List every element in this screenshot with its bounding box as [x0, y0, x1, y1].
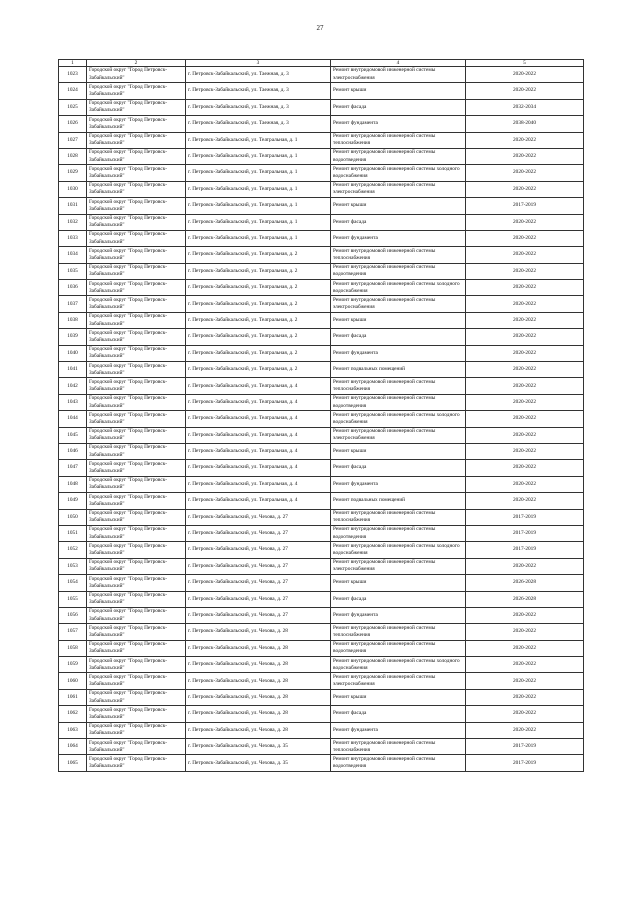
table-row	[59, 509, 584, 525]
period-cell: 2020-2022	[466, 329, 584, 345]
period-cell: 2017-2019	[466, 525, 584, 541]
address-cell: г. Петровск-Забайкальский, ул. Театральная, д. 1	[186, 132, 331, 148]
period-cell: 2017-2019	[466, 509, 584, 525]
row-number: 1050	[59, 509, 87, 525]
row-number: 1048	[59, 476, 87, 492]
period-cell: 2017-2019	[466, 755, 584, 771]
address-cell: г. Петровск-Забайкальский, ул. Чехова, д. 28	[186, 624, 331, 640]
work-type-cell: Ремонт внутридомовой инженерной системы теплоснабжения	[331, 739, 466, 755]
work-type-cell: Ремонт внутридомовой инженерной системы холодного водоснабжения	[331, 657, 466, 673]
address-cell: г. Петровск-Забайкальский, ул. Чехова, д. 28	[186, 706, 331, 722]
row-number: 1058	[59, 640, 87, 656]
work-type-cell: Ремонт внутридомовой инженерной системы холодного водоснабжения	[331, 280, 466, 296]
address-cell: г. Петровск-Забайкальский, ул. Театральная, д. 1	[186, 165, 331, 181]
period-cell: 2020-2022	[466, 165, 584, 181]
address-cell: г. Петровск-Забайкальский, ул. Театральная, д. 1	[186, 230, 331, 246]
table-row	[59, 525, 584, 541]
table-body	[59, 67, 584, 772]
row-number: 1041	[59, 362, 87, 378]
row-number: 1056	[59, 607, 87, 623]
period-cell: 2017-2019	[466, 542, 584, 558]
period-cell: 2020-2022	[466, 657, 584, 673]
period-cell: 2020-2022	[466, 689, 584, 705]
table-row	[59, 476, 584, 492]
address-cell: г. Петровск-Забайкальский, ул. Театральная, д. 4	[186, 460, 331, 476]
address-cell: г. Петровск-Забайкальский, ул. Театральная, д. 2	[186, 296, 331, 312]
work-type-cell: Ремонт внутридомовой инженерной системы электроснабжения	[331, 673, 466, 689]
table-row	[59, 132, 584, 148]
table-row	[59, 657, 584, 673]
row-number: 1039	[59, 329, 87, 345]
municipality-cell: Городской округ "Город Петровск-Забайкальский"	[87, 394, 186, 410]
row-number: 1064	[59, 739, 87, 755]
address-cell: г. Петровск-Забайкальский, ул. Театральная, д. 2	[186, 345, 331, 361]
table-row	[59, 345, 584, 361]
municipality-cell: Городской округ "Город Петровск-Забайкальский"	[87, 755, 186, 771]
work-type-cell: Ремонт внутридомовой инженерной системы электроснабжения	[331, 558, 466, 574]
municipality-cell: Городской округ "Город Петровск-Забайкальский"	[87, 362, 186, 378]
work-type-cell: Ремонт внутридомовой инженерной системы теплоснабжения	[331, 132, 466, 148]
municipality-cell: Городской округ "Город Петровск-Забайкальский"	[87, 67, 186, 83]
row-number: 1033	[59, 230, 87, 246]
period-cell: 2017-2019	[466, 198, 584, 214]
address-cell: г. Петровск-Забайкальский, ул. Театральная, д. 2	[186, 362, 331, 378]
table-row	[59, 362, 584, 378]
table-row	[59, 214, 584, 230]
period-cell: 2020-2022	[466, 280, 584, 296]
municipality-cell: Городской округ "Город Петровск-Забайкальский"	[87, 329, 186, 345]
work-type-cell: Ремонт крыши	[331, 689, 466, 705]
row-number: 1029	[59, 165, 87, 181]
municipality-cell: Городской округ "Город Петровск-Забайкальский"	[87, 673, 186, 689]
table-row	[59, 83, 584, 99]
address-cell: г. Петровск-Забайкальский, ул. Театральная, д. 2	[186, 329, 331, 345]
work-type-cell: Ремонт внутридомовой инженерной системы водоотведения	[331, 148, 466, 164]
municipality-cell: Городской округ "Город Петровск-Забайкальский"	[87, 460, 186, 476]
table-row	[59, 411, 584, 427]
address-cell: г. Петровск-Забайкальский, ул. Театральная, д. 4	[186, 493, 331, 509]
table-row	[59, 755, 584, 771]
period-cell: 2020-2022	[466, 148, 584, 164]
work-type-cell: Ремонт внутридомовой инженерной системы теплоснабжения	[331, 378, 466, 394]
work-type-cell: Ремонт фундамента	[331, 722, 466, 738]
municipality-cell: Городской округ "Город Петровск-Забайкальский"	[87, 739, 186, 755]
column-header: 2	[87, 60, 186, 67]
period-cell: 2020-2022	[466, 558, 584, 574]
table-row	[59, 493, 584, 509]
row-number: 1040	[59, 345, 87, 361]
work-type-cell: Ремонт фасада	[331, 214, 466, 230]
address-cell: г. Петровск-Забайкальский, ул. Театральная, д. 4	[186, 411, 331, 427]
municipality-cell: Городской округ "Город Петровск-Забайкальский"	[87, 165, 186, 181]
period-cell: 2020-2022	[466, 443, 584, 459]
period-cell: 2020-2022	[466, 296, 584, 312]
work-type-cell: Ремонт фасада	[331, 460, 466, 476]
address-cell: г. Петровск-Забайкальский, ул. Чехова, д. 28	[186, 722, 331, 738]
municipality-cell: Городской округ "Город Петровск-Забайкальский"	[87, 280, 186, 296]
period-cell: 2020-2022	[466, 362, 584, 378]
table-row	[59, 722, 584, 738]
address-cell: г. Петровск-Забайкальский, ул. Театральная, д. 4	[186, 427, 331, 443]
row-number: 1057	[59, 624, 87, 640]
table-row	[59, 378, 584, 394]
work-type-cell: Ремонт фундамента	[331, 230, 466, 246]
address-cell: г. Петровск-Забайкальский, ул. Чехова, д. 28	[186, 657, 331, 673]
address-cell: г. Петровск-Забайкальский, ул. Чехова, д. 27	[186, 509, 331, 525]
work-type-cell: Ремонт фундамента	[331, 116, 466, 132]
column-header: 4	[331, 60, 466, 67]
period-cell: 2020-2022	[466, 493, 584, 509]
row-number: 1062	[59, 706, 87, 722]
work-type-cell: Ремонт внутридомовой инженерной системы холодного водоснабжения	[331, 165, 466, 181]
table-row	[59, 116, 584, 132]
row-number: 1065	[59, 755, 87, 771]
period-cell: 2020-2022	[466, 378, 584, 394]
period-cell: 2020-2022	[466, 411, 584, 427]
address-cell: г. Петровск-Забайкальский, ул. Театральная, д. 1	[186, 198, 331, 214]
page-number: 27	[316, 24, 324, 32]
row-number: 1054	[59, 575, 87, 591]
work-type-cell: Ремонт фундамента	[331, 476, 466, 492]
period-cell: 2020-2022	[466, 607, 584, 623]
row-number: 1023	[59, 67, 87, 83]
table-row	[59, 575, 584, 591]
period-cell: 2020-2022	[466, 427, 584, 443]
period-cell: 2020-2022	[466, 214, 584, 230]
row-number: 1035	[59, 263, 87, 279]
address-cell: г. Петровск-Забайкальский, ул. Театральная, д. 1	[186, 181, 331, 197]
table-row	[59, 148, 584, 164]
row-number: 1030	[59, 181, 87, 197]
work-type-cell: Ремонт подвальных помещений	[331, 493, 466, 509]
municipality-cell: Городской округ "Город Петровск-Забайкальский"	[87, 657, 186, 673]
municipality-cell: Городской округ "Город Петровск-Забайкальский"	[87, 575, 186, 591]
row-number: 1028	[59, 148, 87, 164]
work-type-cell: Ремонт фундамента	[331, 345, 466, 361]
municipality-cell: Городской округ "Город Петровск-Забайкальский"	[87, 378, 186, 394]
work-type-cell: Ремонт внутридомовой инженерной системы водоотведения	[331, 394, 466, 410]
municipality-cell: Городской округ "Город Петровск-Забайкальский"	[87, 83, 186, 99]
table-row	[59, 739, 584, 755]
row-number: 1038	[59, 312, 87, 328]
row-number: 1031	[59, 198, 87, 214]
table-row	[59, 460, 584, 476]
period-cell: 2038-2040	[466, 116, 584, 132]
municipality-cell: Городской округ "Город Петровск-Забайкальский"	[87, 427, 186, 443]
row-number: 1052	[59, 542, 87, 558]
municipality-cell: Городской округ "Город Петровск-Забайкальский"	[87, 148, 186, 164]
work-type-cell: Ремонт крыши	[331, 312, 466, 328]
work-type-cell: Ремонт внутридомовой инженерной системы водоотведения	[331, 755, 466, 771]
address-cell: г. Петровск-Забайкальский, ул. Чехова, д. 28	[186, 673, 331, 689]
address-cell: г. Петровск-Забайкальский, ул. Театральная, д. 1	[186, 214, 331, 230]
municipality-cell: Городской округ "Город Петровск-Забайкальский"	[87, 99, 186, 115]
address-cell: г. Петровск-Забайкальский, ул. Чехова, д. 27	[186, 542, 331, 558]
work-type-cell: Ремонт подвальных помещений	[331, 362, 466, 378]
table-row	[59, 640, 584, 656]
municipality-cell: Городской округ "Город Петровск-Забайкальский"	[87, 345, 186, 361]
work-type-cell: Ремонт крыши	[331, 198, 466, 214]
municipality-cell: Городской округ "Город Петровск-Забайкальский"	[87, 116, 186, 132]
period-cell: 2020-2022	[466, 624, 584, 640]
address-cell: г. Петровск-Забайкальский, ул. Театральная, д. 2	[186, 263, 331, 279]
municipality-cell: Городской округ "Город Петровск-Забайкальский"	[87, 247, 186, 263]
work-type-cell: Ремонт внутридомовой инженерной системы электроснабжения	[331, 67, 466, 83]
municipality-cell: Городской округ "Город Петровск-Забайкальский"	[87, 591, 186, 607]
municipality-cell: Городской округ "Город Петровск-Забайкальский"	[87, 493, 186, 509]
row-number: 1037	[59, 296, 87, 312]
period-cell: 2026-2028	[466, 591, 584, 607]
work-type-cell: Ремонт фасада	[331, 99, 466, 115]
work-type-cell: Ремонт крыши	[331, 575, 466, 591]
address-cell: г. Петровск-Забайкальский, ул. Театральная, д. 1	[186, 148, 331, 164]
table-row	[59, 280, 584, 296]
address-cell: г. Петровск-Забайкальский, ул. Театральная, д. 4	[186, 476, 331, 492]
table-row	[59, 706, 584, 722]
column-header: 5	[466, 60, 584, 67]
municipality-cell: Городской округ "Город Петровск-Забайкальский"	[87, 312, 186, 328]
work-type-cell: Ремонт внутридомовой инженерной системы электроснабжения	[331, 427, 466, 443]
address-cell: г. Петровск-Забайкальский, ул. Театральная, д. 2	[186, 280, 331, 296]
table-row	[59, 99, 584, 115]
period-cell: 2020-2022	[466, 247, 584, 263]
row-number: 1051	[59, 525, 87, 541]
row-number: 1024	[59, 83, 87, 99]
table-row	[59, 230, 584, 246]
municipality-cell: Городской округ "Город Петровск-Забайкальский"	[87, 411, 186, 427]
work-type-cell: Ремонт внутридомовой инженерной системы водоотведения	[331, 263, 466, 279]
table-row	[59, 689, 584, 705]
municipality-cell: Городской округ "Город Петровск-Забайкальский"	[87, 230, 186, 246]
period-cell: 2017-2019	[466, 739, 584, 755]
row-number: 1049	[59, 493, 87, 509]
work-type-cell: Ремонт фасада	[331, 591, 466, 607]
row-number: 1026	[59, 116, 87, 132]
work-type-cell: Ремонт внутридомовой инженерной системы холодного водоснабжения	[331, 542, 466, 558]
address-cell: г. Петровск-Забайкальский, ул. Чехова, д. 28	[186, 640, 331, 656]
row-number: 1043	[59, 394, 87, 410]
row-number: 1047	[59, 460, 87, 476]
table-row	[59, 558, 584, 574]
period-cell: 2020-2022	[466, 67, 584, 83]
period-cell: 2026-2028	[466, 575, 584, 591]
table-row	[59, 312, 584, 328]
municipality-cell: Городской округ "Город Петровск-Забайкальский"	[87, 624, 186, 640]
work-type-cell: Ремонт крыши	[331, 443, 466, 459]
table-row	[59, 329, 584, 345]
work-type-cell: Ремонт внутридомовой инженерной системы теплоснабжения	[331, 509, 466, 525]
address-cell: г. Петровск-Забайкальский, ул. Таежная, д. 3	[186, 83, 331, 99]
municipality-cell: Городской округ "Город Петровск-Забайкальский"	[87, 132, 186, 148]
period-cell: 2020-2022	[466, 83, 584, 99]
municipality-cell: Городской округ "Город Петровск-Забайкальский"	[87, 443, 186, 459]
table-row	[59, 263, 584, 279]
table-row	[59, 443, 584, 459]
address-cell: г. Петровск-Забайкальский, ул. Чехова, д. 27	[186, 575, 331, 591]
column-header: 1	[59, 60, 87, 67]
period-cell: 2020-2022	[466, 394, 584, 410]
table-row	[59, 165, 584, 181]
work-type-cell: Ремонт внутридомовой инженерной системы водоотведения	[331, 640, 466, 656]
table-row	[59, 394, 584, 410]
address-cell: г. Петровск-Забайкальский, ул. Театральная, д. 4	[186, 443, 331, 459]
municipality-cell: Городской округ "Город Петровск-Забайкальский"	[87, 181, 186, 197]
municipality-cell: Городской округ "Город Петровск-Забайкальский"	[87, 509, 186, 525]
period-cell: 2020-2022	[466, 312, 584, 328]
address-cell: г. Петровск-Забайкальский, ул. Театральная, д. 2	[186, 312, 331, 328]
address-cell: г. Петровск-Забайкальский, ул. Чехова, д. 27	[186, 525, 331, 541]
municipality-cell: Городской округ "Город Петровск-Забайкальский"	[87, 558, 186, 574]
municipality-cell: Городской округ "Город Петровск-Забайкальский"	[87, 607, 186, 623]
municipality-cell: Городской округ "Город Петровск-Забайкальский"	[87, 706, 186, 722]
row-number: 1025	[59, 99, 87, 115]
work-type-cell: Ремонт внутридомовой инженерной системы теплоснабжения	[331, 624, 466, 640]
address-cell: г. Петровск-Забайкальский, ул. Театральная, д. 2	[186, 247, 331, 263]
period-cell: 2020-2022	[466, 706, 584, 722]
address-cell: г. Петровск-Забайкальский, ул. Чехова, д. 35	[186, 755, 331, 771]
period-cell: 2020-2022	[466, 132, 584, 148]
municipality-cell: Городской округ "Город Петровск-Забайкальский"	[87, 542, 186, 558]
table-row	[59, 247, 584, 263]
table-header-row	[59, 60, 584, 67]
period-cell: 2032-2034	[466, 99, 584, 115]
period-cell: 2020-2022	[466, 640, 584, 656]
work-type-cell: Ремонт внутридомовой инженерной системы электроснабжения	[331, 181, 466, 197]
period-cell: 2020-2022	[466, 230, 584, 246]
municipality-cell: Городской округ "Город Петровск-Забайкальский"	[87, 640, 186, 656]
period-cell: 2020-2022	[466, 722, 584, 738]
row-number: 1045	[59, 427, 87, 443]
address-cell: г. Петровск-Забайкальский, ул. Таежная, д. 3	[186, 116, 331, 132]
address-cell: г. Петровск-Забайкальский, ул. Чехова, д. 27	[186, 607, 331, 623]
period-cell: 2020-2022	[466, 181, 584, 197]
row-number: 1042	[59, 378, 87, 394]
work-type-cell: Ремонт фасада	[331, 706, 466, 722]
table-row	[59, 542, 584, 558]
period-cell: 2020-2022	[466, 673, 584, 689]
address-cell: г. Петровск-Забайкальский, ул. Чехова, д. 27	[186, 558, 331, 574]
address-cell: г. Петровск-Забайкальский, ул. Чехова, д. 27	[186, 591, 331, 607]
work-type-cell: Ремонт фасада	[331, 329, 466, 345]
table-row	[59, 427, 584, 443]
row-number: 1053	[59, 558, 87, 574]
table-row	[59, 198, 584, 214]
municipality-cell: Городской округ "Город Петровск-Забайкальский"	[87, 214, 186, 230]
table-row	[59, 181, 584, 197]
period-cell: 2020-2022	[466, 345, 584, 361]
address-cell: г. Петровск-Забайкальский, ул. Театральная, д. 4	[186, 394, 331, 410]
period-cell: 2020-2022	[466, 476, 584, 492]
column-header: 3	[186, 60, 331, 67]
row-number: 1060	[59, 673, 87, 689]
table-row	[59, 67, 584, 83]
registry-table	[58, 59, 584, 772]
row-number: 1032	[59, 214, 87, 230]
work-type-cell: Ремонт внутридомовой инженерной системы холодного водоснабжения	[331, 411, 466, 427]
table-row	[59, 591, 584, 607]
period-cell: 2020-2022	[466, 263, 584, 279]
work-type-cell: Ремонт внутридомовой инженерной системы теплоснабжения	[331, 247, 466, 263]
address-cell: г. Петровск-Забайкальский, ул. Чехова, д. 28	[186, 689, 331, 705]
municipality-cell: Городской округ "Город Петровск-Забайкальский"	[87, 689, 186, 705]
address-cell: г. Петровск-Забайкальский, ул. Таежная, д. 3	[186, 99, 331, 115]
row-number: 1034	[59, 247, 87, 263]
work-type-cell: Ремонт фундамента	[331, 607, 466, 623]
row-number: 1059	[59, 657, 87, 673]
table-row	[59, 673, 584, 689]
period-cell: 2020-2022	[466, 460, 584, 476]
row-number: 1061	[59, 689, 87, 705]
work-type-cell: Ремонт внутридомовой инженерной системы водоотведения	[331, 525, 466, 541]
municipality-cell: Городской округ "Город Петровск-Забайкальский"	[87, 525, 186, 541]
municipality-cell: Городской округ "Город Петровск-Забайкальский"	[87, 476, 186, 492]
municipality-cell: Городской округ "Город Петровск-Забайкальский"	[87, 722, 186, 738]
row-number: 1044	[59, 411, 87, 427]
row-number: 1046	[59, 443, 87, 459]
work-type-cell: Ремонт крыши	[331, 83, 466, 99]
table-row	[59, 607, 584, 623]
row-number: 1036	[59, 280, 87, 296]
work-type-cell: Ремонт внутридомовой инженерной системы электроснабжения	[331, 296, 466, 312]
municipality-cell: Городской округ "Город Петровск-Забайкальский"	[87, 198, 186, 214]
address-cell: г. Петровск-Забайкальский, ул. Таежная, д. 3	[186, 67, 331, 83]
address-cell: г. Петровск-Забайкальский, ул. Театральная, д. 4	[186, 378, 331, 394]
row-number: 1055	[59, 591, 87, 607]
table-row	[59, 624, 584, 640]
municipality-cell: Городской округ "Город Петровск-Забайкальский"	[87, 296, 186, 312]
table-row	[59, 296, 584, 312]
row-number: 1027	[59, 132, 87, 148]
address-cell: г. Петровск-Забайкальский, ул. Чехова, д. 35	[186, 739, 331, 755]
row-number: 1063	[59, 722, 87, 738]
municipality-cell: Городской округ "Город Петровск-Забайкальский"	[87, 263, 186, 279]
